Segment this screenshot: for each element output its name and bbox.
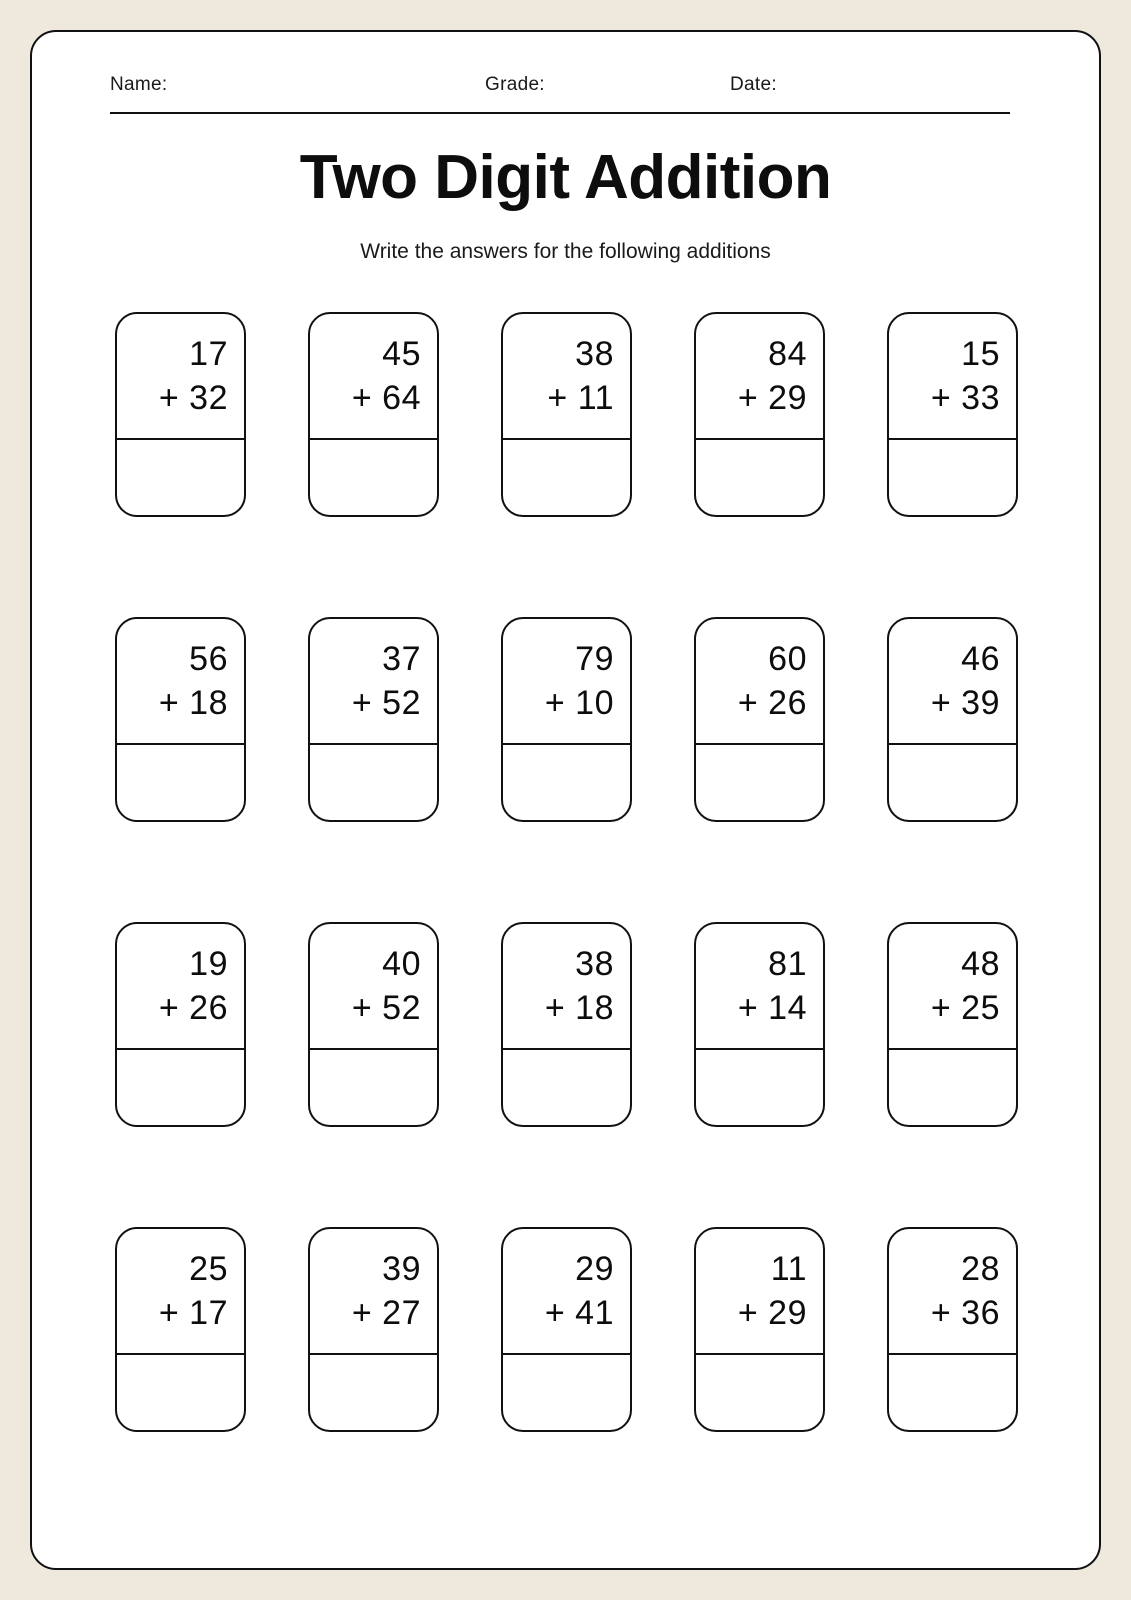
addend-top: 81 <box>768 945 807 983</box>
problem-operands <box>310 1229 437 1355</box>
page-subtitle: Write the answers for the following additions <box>360 240 771 263</box>
answer-box[interactable] <box>696 440 823 515</box>
addend-top: 17 <box>189 335 228 373</box>
problem-card <box>887 617 1018 822</box>
grade-label: Grade: <box>485 74 545 95</box>
date-label: Date: <box>730 74 777 95</box>
problem-cell <box>856 617 1049 822</box>
addend-bottom: + 64 <box>351 379 421 417</box>
problem-cell <box>856 1227 1049 1432</box>
header-divider <box>110 112 1010 114</box>
answer-box[interactable] <box>117 440 244 515</box>
problem-cell <box>470 1227 663 1432</box>
addend-bottom: + 17 <box>158 1294 228 1332</box>
addend-bottom: + 33 <box>930 379 1000 417</box>
problem-cell <box>856 312 1049 517</box>
answer-box[interactable] <box>503 1050 630 1125</box>
problem-grid <box>84 312 1049 1432</box>
addend-bottom: + 36 <box>930 1294 1000 1332</box>
problem-cell <box>470 617 663 822</box>
problem-cell <box>84 312 277 517</box>
addend-top: 60 <box>768 640 807 678</box>
problem-operands <box>503 619 630 745</box>
answer-box[interactable] <box>889 745 1016 820</box>
addend-bottom: + 52 <box>351 684 421 722</box>
addend-top: 15 <box>961 335 1000 373</box>
problem-operands <box>889 1229 1016 1355</box>
problem-card <box>308 617 439 822</box>
addend-bottom: + 29 <box>737 379 807 417</box>
problem-operands <box>696 924 823 1050</box>
problem-operands <box>889 619 1016 745</box>
page-title: Two Digit Addition <box>299 143 832 212</box>
problem-operands <box>889 924 1016 1050</box>
answer-box[interactable] <box>117 745 244 820</box>
problem-card <box>501 617 632 822</box>
problem-operands <box>310 619 437 745</box>
problem-card <box>115 312 246 517</box>
addend-top: 40 <box>382 945 421 983</box>
answer-box[interactable] <box>889 1050 1016 1125</box>
problem-card <box>308 922 439 1127</box>
problem-card <box>115 922 246 1127</box>
answer-box[interactable] <box>310 1355 437 1430</box>
addend-bottom: + 29 <box>737 1294 807 1332</box>
addend-bottom: + 26 <box>737 684 807 722</box>
answer-box[interactable] <box>696 1050 823 1125</box>
addend-top: 48 <box>961 945 1000 983</box>
problem-cell <box>663 617 856 822</box>
problem-card <box>501 1227 632 1432</box>
answer-box[interactable] <box>310 1050 437 1125</box>
addend-top: 37 <box>382 640 421 678</box>
answer-box[interactable] <box>503 1355 630 1430</box>
problem-card <box>887 922 1018 1127</box>
answer-box[interactable] <box>696 745 823 820</box>
addend-top: 56 <box>189 640 228 678</box>
problem-cell <box>277 922 470 1127</box>
problem-cell <box>84 617 277 822</box>
addend-top: 25 <box>189 1250 228 1288</box>
addend-top: 28 <box>961 1250 1000 1288</box>
answer-box[interactable] <box>696 1355 823 1430</box>
problem-card <box>501 312 632 517</box>
problem-cell <box>277 1227 470 1432</box>
problem-card <box>887 312 1018 517</box>
problem-cell <box>856 922 1049 1127</box>
worksheet-header <box>110 74 1010 96</box>
problem-operands <box>310 314 437 440</box>
addend-bottom: + 32 <box>158 379 228 417</box>
answer-box[interactable] <box>117 1050 244 1125</box>
addend-bottom: + 14 <box>737 989 807 1027</box>
problem-cell <box>663 922 856 1127</box>
addend-bottom: + 18 <box>544 989 614 1027</box>
problem-card <box>115 1227 246 1432</box>
addend-bottom: + 25 <box>930 989 1000 1027</box>
answer-box[interactable] <box>889 440 1016 515</box>
problem-operands <box>117 619 244 745</box>
addend-top: 84 <box>768 335 807 373</box>
problem-operands <box>310 924 437 1050</box>
addend-top: 11 <box>770 1250 807 1288</box>
addend-bottom: + 11 <box>547 379 614 417</box>
problem-cell <box>470 312 663 517</box>
addend-bottom: + 18 <box>158 684 228 722</box>
problem-card <box>115 617 246 822</box>
problem-operands <box>503 1229 630 1355</box>
problem-operands <box>117 924 244 1050</box>
problem-operands <box>503 924 630 1050</box>
problem-operands <box>696 314 823 440</box>
problem-operands <box>696 1229 823 1355</box>
problem-card <box>694 617 825 822</box>
problem-card <box>501 922 632 1127</box>
problem-card <box>308 312 439 517</box>
name-label: Name: <box>110 74 168 95</box>
addend-bottom: + 52 <box>351 989 421 1027</box>
addend-top: 38 <box>575 335 614 373</box>
worksheet-page <box>30 30 1101 1570</box>
problem-cell <box>84 922 277 1127</box>
problem-cell <box>84 1227 277 1432</box>
problem-cell <box>663 312 856 517</box>
answer-box[interactable] <box>117 1355 244 1430</box>
problem-operands <box>889 314 1016 440</box>
answer-box[interactable] <box>310 440 437 515</box>
addend-top: 38 <box>575 945 614 983</box>
addend-top: 46 <box>961 640 1000 678</box>
addend-top: 39 <box>382 1250 421 1288</box>
problem-operands <box>696 619 823 745</box>
problem-operands <box>117 1229 244 1355</box>
problem-cell <box>470 922 663 1127</box>
addend-bottom: + 10 <box>544 684 614 722</box>
problem-card <box>887 1227 1018 1432</box>
addend-top: 79 <box>575 640 614 678</box>
addend-bottom: + 41 <box>544 1294 614 1332</box>
answer-box[interactable] <box>503 440 630 515</box>
addend-bottom: + 27 <box>351 1294 421 1332</box>
problem-cell <box>663 1227 856 1432</box>
addend-bottom: + 26 <box>158 989 228 1027</box>
problem-card <box>308 1227 439 1432</box>
problem-cell <box>277 617 470 822</box>
answer-box[interactable] <box>310 745 437 820</box>
answer-box[interactable] <box>889 1355 1016 1430</box>
problem-card <box>694 922 825 1127</box>
answer-box[interactable] <box>503 745 630 820</box>
addend-bottom: + 39 <box>930 684 1000 722</box>
problem-operands <box>117 314 244 440</box>
problem-card <box>694 1227 825 1432</box>
addend-top: 29 <box>575 1250 614 1288</box>
addend-top: 45 <box>382 335 421 373</box>
problem-operands <box>503 314 630 440</box>
problem-cell <box>277 312 470 517</box>
addend-top: 19 <box>189 945 228 983</box>
problem-card <box>694 312 825 517</box>
